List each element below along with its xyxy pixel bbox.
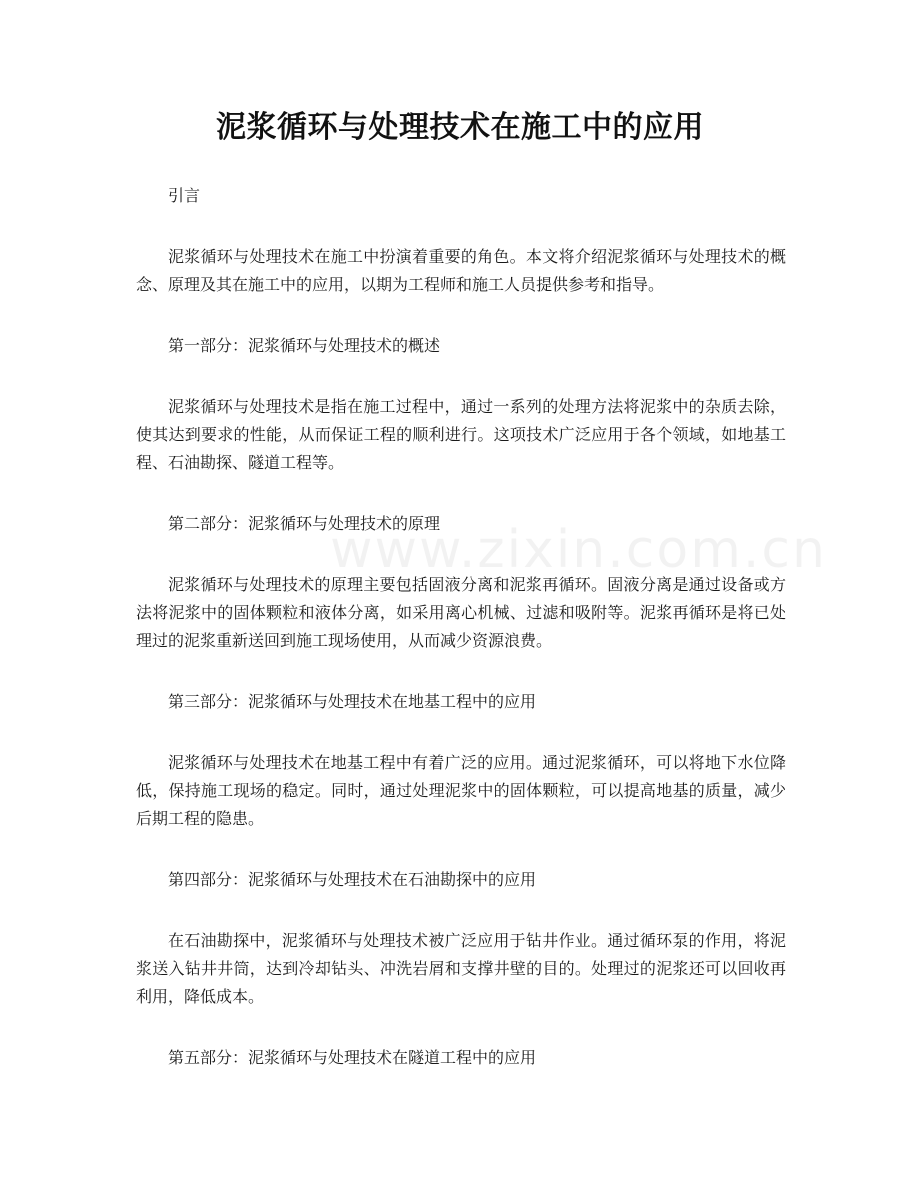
- paragraph-section-3: 泥浆循环与处理技术在地基工程中有着广泛的应用。通过泥浆循环，可以将地下水位降低，保持施工现场的稳定。同时，通过处理泥浆中的固体颗粒，可以提高地基的质量，减少后期工程的隐患。: [136, 753, 786, 828]
- watermark: www.zixin.com.cn: [330, 520, 827, 580]
- section-heading-1: 第一部分：泥浆循环与处理技术的概述: [168, 336, 441, 355]
- paragraph-intro-heading: 引言: [168, 186, 201, 205]
- paragraph-section-1: 泥浆循环与处理技术是指在施工过程中，通过一系列的处理方法将泥浆中的杂质去除，使其达到要求的性能，从而保证工程的顺利进行。这项技术广泛应用于各个领域，如地基工程、石油勘探、隧道工程等。: [136, 397, 786, 472]
- document-title: 泥浆循环与处理技术在施工中的应用: [216, 110, 704, 145]
- paragraph-section-2: 泥浆循环与处理技术的原理主要包括固液分离和泥浆再循环。固液分离是通过设备或方法将泥浆中的固体颗粒和液体分离，如采用离心机械、过滤和吸附等。泥浆再循环是将已处理过的泥浆重新送回到施工现场使用，从而减少资源浪费。: [136, 575, 786, 650]
- section-heading-3: 第三部分：泥浆循环与处理技术在地基工程中的应用: [168, 692, 537, 711]
- section-heading-5: 第五部分：泥浆循环与处理技术在隧道工程中的应用: [168, 1048, 537, 1067]
- section-heading-4: 第四部分：泥浆循环与处理技术在石油勘探中的应用: [168, 870, 537, 889]
- paragraph-section-4: 在石油勘探中，泥浆循环与处理技术被广泛应用于钻井作业。通过循环泵的作用，将泥浆送入钻井井筒，达到冷却钻头、冲洗岩屑和支撑井壁的目的。处理过的泥浆还可以回收再利用，降低成本。: [136, 931, 786, 1006]
- document-body: [136, 182, 786, 1105]
- section-heading-2: 第二部分：泥浆循环与处理技术的原理: [168, 514, 441, 533]
- paragraph-intro-text: 泥浆循环与处理技术在施工中扮演着重要的角色。本文将介绍泥浆循环与处理技术的概念、原理及其在施工中的应用，以期为工程师和施工人员提供参考和指导。: [136, 247, 786, 294]
